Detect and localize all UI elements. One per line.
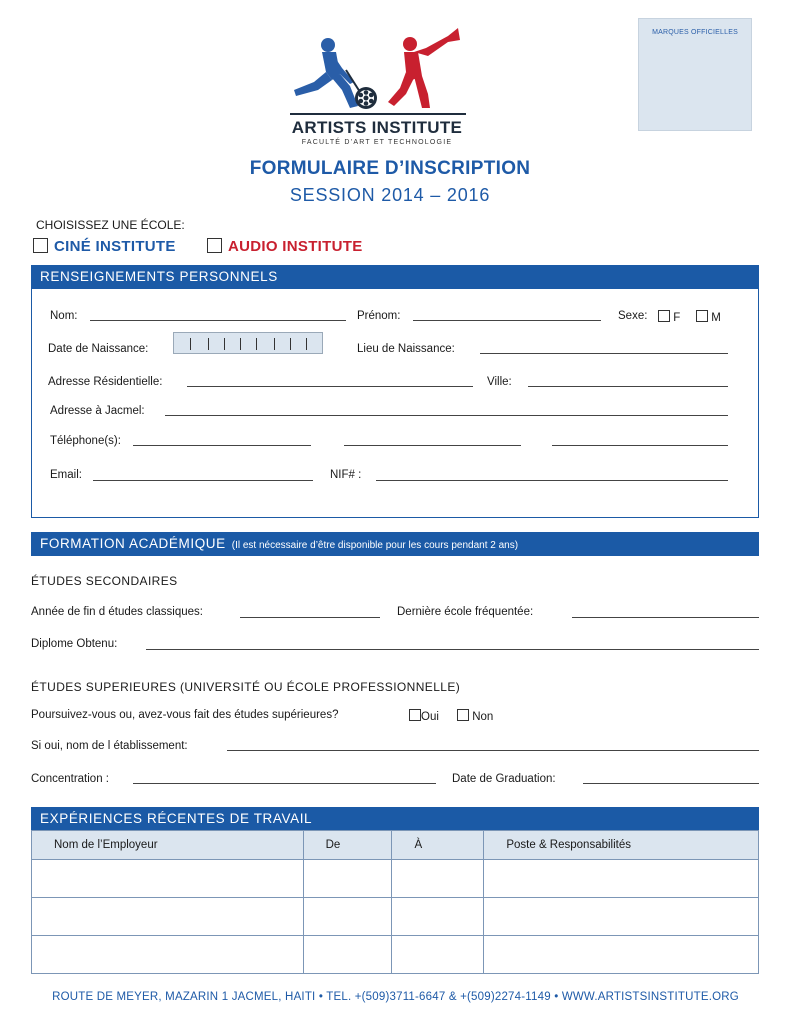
col-to: À bbox=[392, 831, 484, 860]
date-naissance-label: Date de Naissance: bbox=[48, 343, 149, 355]
telephone-input-3[interactable] bbox=[552, 445, 728, 446]
lieu-naissance-input[interactable] bbox=[480, 353, 728, 354]
position-cell[interactable] bbox=[484, 860, 759, 898]
personal-section-header bbox=[31, 265, 759, 289]
school-option-audio[interactable] bbox=[207, 238, 363, 255]
adresse-jacmel-label: Adresse à Jacmel: bbox=[50, 405, 145, 417]
work-section-header bbox=[31, 807, 759, 831]
nom-label: Nom: bbox=[50, 310, 78, 322]
academic-header-note: (Il est nécessaire d’être disponible pour les cours pendant 2 ans) bbox=[231, 540, 519, 551]
choose-school-label: CHOISISSEZ UNE ÉCOLE: bbox=[36, 218, 185, 232]
sexe-f-checkbox[interactable] bbox=[658, 310, 670, 322]
from-cell[interactable] bbox=[303, 898, 392, 936]
audio-checkbox[interactable] bbox=[207, 238, 222, 253]
red-figure-icon bbox=[388, 28, 460, 108]
non-label: Non bbox=[472, 711, 494, 723]
to-cell[interactable] bbox=[392, 936, 484, 974]
employer-cell[interactable] bbox=[32, 860, 304, 898]
to-cell[interactable] bbox=[392, 898, 484, 936]
etablissement-input[interactable] bbox=[227, 750, 759, 751]
concentration-input[interactable] bbox=[133, 783, 436, 784]
employer-cell[interactable] bbox=[32, 898, 304, 936]
school-option-cine[interactable] bbox=[33, 238, 176, 255]
cine-label: CINÉ INSTITUTE bbox=[54, 238, 176, 255]
ville-input[interactable] bbox=[528, 386, 728, 387]
sexe-label: Sexe: bbox=[618, 310, 648, 322]
prenom-label: Prénom: bbox=[357, 310, 401, 322]
adresse-residentielle-label: Adresse Résidentielle: bbox=[48, 376, 163, 388]
email-input[interactable] bbox=[93, 480, 313, 481]
table-header-row bbox=[32, 831, 759, 860]
non-checkbox[interactable] bbox=[457, 709, 469, 721]
derniere-ecole-label: Dernière école fréquentée: bbox=[397, 606, 534, 618]
date-naissance-input[interactable] bbox=[173, 332, 323, 354]
form-title: FORMULAIRE D’INSCRIPTION bbox=[249, 158, 531, 179]
table-row bbox=[32, 936, 759, 974]
adresse-jacmel-input[interactable] bbox=[165, 415, 728, 416]
adresse-residentielle-input[interactable] bbox=[187, 386, 473, 387]
oui-label: Oui bbox=[421, 711, 439, 723]
from-cell[interactable] bbox=[303, 936, 392, 974]
session-title: SESSION 2014 – 2016 bbox=[289, 185, 491, 205]
email-label: Email: bbox=[50, 469, 82, 481]
etablissement-label: Si oui, nom de l établissement: bbox=[31, 740, 188, 752]
sexe-f-option[interactable] bbox=[658, 310, 680, 324]
graduation-input[interactable] bbox=[583, 783, 759, 784]
work-header-label: EXPÉRIENCES RÉCENTES DE TRAVAIL bbox=[40, 811, 313, 826]
employer-cell[interactable] bbox=[32, 936, 304, 974]
diplome-input[interactable] bbox=[146, 649, 759, 650]
work-experience-table bbox=[31, 830, 759, 974]
nif-input[interactable] bbox=[376, 480, 728, 481]
position-cell[interactable] bbox=[484, 898, 759, 936]
sexe-m-option[interactable] bbox=[696, 310, 721, 324]
brand-subtitle: FACULTÉ D’ART ET TECHNOLOGIE bbox=[301, 139, 453, 146]
academic-header-label: FORMATION ACADÉMIQUE bbox=[40, 536, 226, 551]
derniere-ecole-input[interactable] bbox=[572, 617, 759, 618]
telephone-input-1[interactable] bbox=[133, 445, 311, 446]
academic-section-header bbox=[31, 532, 759, 556]
sexe-m-label: M bbox=[711, 312, 721, 324]
diplome-label: Diplome Obtenu: bbox=[31, 638, 118, 650]
col-position: Poste & Responsabilités bbox=[484, 831, 759, 860]
official-marks-box bbox=[638, 18, 752, 131]
personal-header-label: RENSEIGNEMENTS PERSONNELS bbox=[40, 269, 278, 284]
table-row bbox=[32, 898, 759, 936]
graduation-label: Date de Graduation: bbox=[452, 773, 556, 785]
personal-section-frame bbox=[31, 288, 759, 518]
poursuivez-label: Poursuivez-vous ou, avez-vous fait des études supérieures? bbox=[31, 709, 339, 721]
telephone-input-2[interactable] bbox=[344, 445, 521, 446]
annee-fin-label: Année de fin d études classiques: bbox=[31, 606, 203, 618]
film-reel-icon bbox=[355, 87, 377, 109]
cine-checkbox[interactable] bbox=[33, 238, 48, 253]
col-employer: Nom de l’Employeur bbox=[32, 831, 304, 860]
official-marks-label: MARQUES OFFICIELLES bbox=[652, 29, 738, 36]
brand-rule bbox=[290, 113, 466, 115]
nom-input[interactable] bbox=[90, 320, 346, 321]
secondary-studies-title: ÉTUDES SECONDAIRES bbox=[31, 574, 178, 588]
lieu-naissance-label: Lieu de Naissance: bbox=[357, 343, 455, 355]
oui-checkbox[interactable] bbox=[409, 709, 421, 721]
nif-label: NIF# : bbox=[330, 469, 362, 481]
footer-contact: ROUTE DE MEYER, MAZARIN 1 JACMEL, HAITI • TEL. +(509)3711-6647 & +(509)2274-1149 • WWW.ARTISTSINSTITUTE.ORG bbox=[52, 991, 739, 1003]
ville-label: Ville: bbox=[487, 376, 512, 388]
sexe-f-label: F bbox=[673, 312, 681, 324]
audio-label: AUDIO INSTITUTE bbox=[228, 238, 363, 255]
col-from: De bbox=[303, 831, 392, 860]
prenom-input[interactable] bbox=[413, 320, 601, 321]
table-row bbox=[32, 860, 759, 898]
superior-studies-title: ÉTUDES SUPERIEURES (UNIVERSITÉ OU ÉCOLE PROFESSIONNELLE) bbox=[31, 680, 461, 694]
annee-fin-input[interactable] bbox=[240, 617, 380, 618]
telephone-label: Téléphone(s): bbox=[50, 435, 121, 447]
non-option[interactable] bbox=[457, 709, 493, 723]
to-cell[interactable] bbox=[392, 860, 484, 898]
sexe-m-checkbox[interactable] bbox=[696, 310, 708, 322]
oui-option[interactable] bbox=[409, 709, 439, 723]
position-cell[interactable] bbox=[484, 936, 759, 974]
concentration-label: Concentration : bbox=[31, 773, 109, 785]
brand-name: ARTISTS INSTITUTE bbox=[291, 118, 463, 137]
from-cell[interactable] bbox=[303, 860, 392, 898]
